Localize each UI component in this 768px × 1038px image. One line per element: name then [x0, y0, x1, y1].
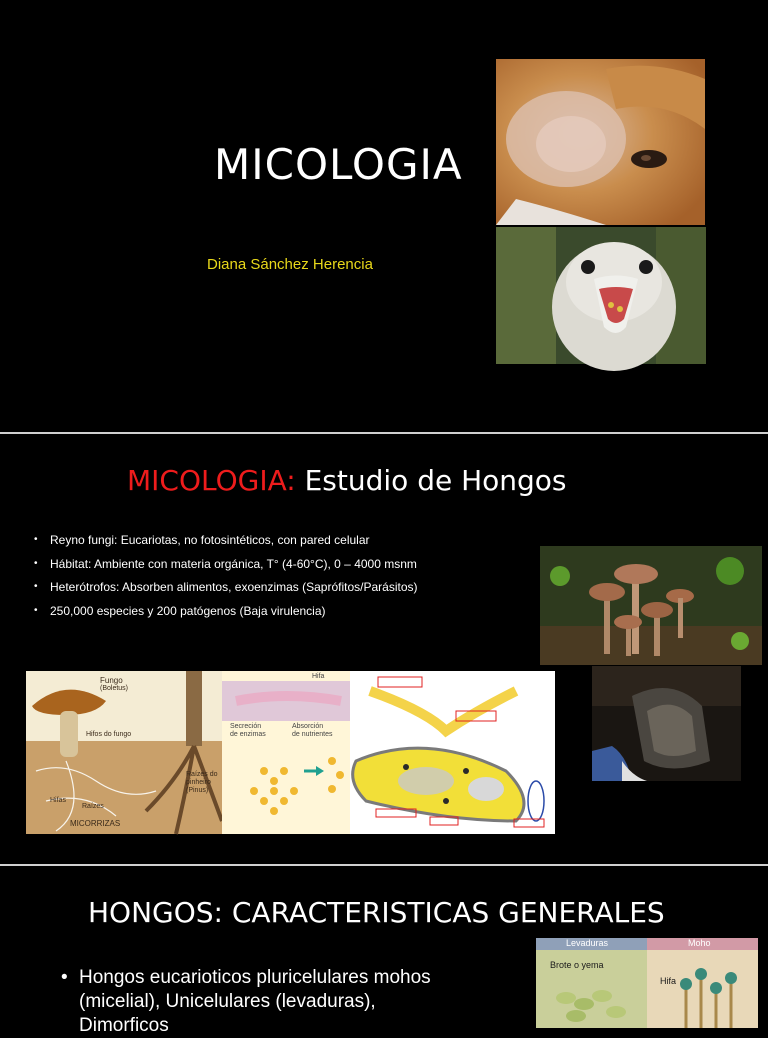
- yeast-mold-illustration: [536, 938, 758, 1028]
- diagram-label-absorcao: Absorción: [292, 723, 324, 730]
- slide-2: [0, 434, 768, 864]
- slide-2-title: [127, 464, 567, 497]
- illustration-label-brote: Brote o yema: [550, 960, 604, 970]
- list-item: • 250,000 especies y 200 patógenos (Baja virulencia): [34, 603, 418, 627]
- slide-3-bullet-line: Dimorficos: [79, 1015, 169, 1036]
- diagram-label-raizes-do: Raízes do: [186, 771, 218, 778]
- diagram-label-raizes: Raízes: [82, 803, 104, 810]
- diagram-label-pinheiro: pinheiro: [186, 779, 211, 786]
- diagram-label-pinus: (Pinus): [186, 787, 209, 794]
- diagram-label-fungo: Fungo: [100, 676, 123, 685]
- photo-calf-skin-lesion: [496, 59, 705, 225]
- diagram-label-de-enzimas: de enzimas: [230, 731, 266, 738]
- illustration-label-hifa: Hifa: [660, 976, 677, 986]
- slide-3-bullet-line: Hongos eucarioticos pluricelulares mohos: [79, 967, 431, 988]
- slide-3-title: HONGOS: CARACTERISTICAS GENERALES: [88, 896, 665, 929]
- photo-animal-hoof: [592, 666, 741, 781]
- diagram-label-hifos: Hifos do fungo: [86, 731, 132, 738]
- slide-1-title: MICOLOGIA: [214, 140, 463, 189]
- slide-3-bullet-line: (micelial), Unicelulares (levaduras),: [79, 991, 376, 1012]
- diagram-label-boletus: (Boletus): [100, 685, 129, 692]
- list-item: • Heterótrofos: Absorben alimentos, exoenzimas (Saprófitos/Parásitos): [34, 579, 418, 603]
- slide-2-title-rest: Estudio de Hongos: [295, 464, 567, 497]
- photo-bird-chick: [496, 227, 706, 364]
- illustration-label-levaduras: Levaduras: [566, 938, 609, 948]
- illustration-label-moho: Moho: [688, 938, 711, 948]
- diagram-label-de-nutrientes: de nutrientes: [292, 731, 333, 738]
- diagram-label-hifa: Hifa: [312, 673, 325, 680]
- slide-3: [0, 866, 768, 1036]
- slide-3-bullet: [63, 966, 503, 1038]
- diagram-label-secrecao: Secreción: [230, 723, 262, 730]
- bullet-dot: •: [61, 967, 68, 988]
- slide-2-bullet-list: [34, 532, 418, 626]
- slide-1: [0, 0, 768, 432]
- fungi-diagram: [26, 671, 555, 834]
- slide-2-title-red: MICOLOGIA:: [127, 464, 296, 497]
- list-item: • Reyno fungi: Eucariotas, no fotosintéticos, con pared celular: [34, 532, 418, 556]
- slide-1-author: Diana Sánchez Herencia: [207, 256, 373, 273]
- list-item: • Hábitat: Ambiente con materia orgánica, T° (4-60°C), 0 – 4000 msnm: [34, 556, 418, 580]
- photo-mushrooms: [540, 546, 762, 665]
- diagram-label-micorrizas: MICORRIZAS: [70, 819, 121, 828]
- diagram-label-hifas: Hifas: [50, 797, 66, 804]
